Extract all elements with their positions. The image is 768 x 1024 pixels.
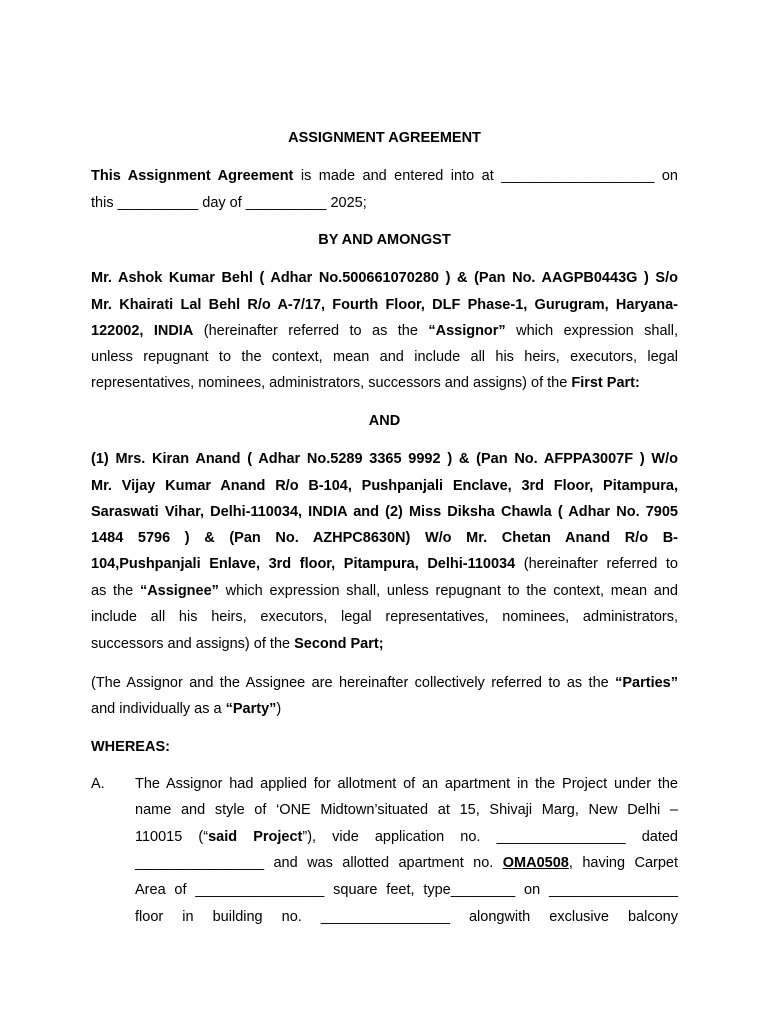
assignee-text-start: as the bbox=[91, 583, 140, 599]
clause-a-line-4 bbox=[135, 853, 678, 873]
and-heading: AND bbox=[368, 413, 401, 429]
assignee-text: (hereinafter referred to bbox=[515, 556, 678, 572]
assignee-tail: successors and assigns) of the bbox=[91, 636, 295, 652]
intro-bold: This Assignment Agreement bbox=[91, 168, 294, 184]
said-project-term: said Project bbox=[208, 829, 303, 845]
assignee-line-1: (1) Mrs. Kiran Anand ( Adhar No.5289 3365 9992 ) & (Pan No. AFPPA3007F ) W/o bbox=[91, 451, 678, 467]
assignee-line-4: 1484 5796 ) & (Pan No. AZHPC8630N) W/o Mr. Chetan Anand R/o B- bbox=[91, 530, 678, 546]
assignee-address-end: 104,Pushpanjali Enlave, 3rd floor, Pitampura, Delhi-110034 bbox=[91, 556, 516, 572]
party-close: ) bbox=[276, 701, 282, 717]
assignee-line-8 bbox=[91, 634, 678, 654]
parties-line-2 bbox=[91, 699, 678, 719]
assignee-line-5 bbox=[91, 554, 678, 574]
assignee-line-3: Saraswati Vihar, Delhi-110034, INDIA and (2) Miss Diksha Chawla ( Adhar No. 7905 bbox=[91, 504, 678, 520]
assignee-line-6 bbox=[91, 581, 678, 601]
assignee-term: “Assignee” bbox=[139, 583, 219, 599]
assignee-line-2: Mr. Vijay Kumar Anand R/o B-104, Pushpanjali Enclave, 3rd Floor, Pitampura, bbox=[91, 478, 678, 494]
whereas-heading: WHEREAS: bbox=[91, 739, 170, 755]
clause-a-text-3: ________________ and was allotted apartment no. bbox=[135, 855, 503, 871]
clause-a-text-4: , having Carpet bbox=[568, 855, 678, 871]
assignor-line-2: Mr. Khairati Lal Behl R/o A-7/17, Fourth Floor, DLF Phase-1, Gurugram, Haryana- bbox=[91, 297, 678, 313]
intro-text: is made and entered into at ___________________ on bbox=[293, 168, 678, 184]
by-and-amongst-heading: BY AND AMONGST bbox=[318, 232, 451, 248]
assignor-address-end: 122002, INDIA bbox=[91, 323, 194, 339]
assignor-line-1: Mr. Ashok Kumar Behl ( Adhar No.500661070280 ) & (Pan No. AAGPB0443G ) S/o bbox=[91, 270, 678, 286]
document-title: ASSIGNMENT AGREEMENT bbox=[288, 130, 481, 146]
assignor-line-3 bbox=[91, 321, 678, 341]
parties-text: (The Assignor and the Assignee are hereinafter collectively referred to as the bbox=[91, 675, 616, 691]
assignee-text-end: which expression shall, unless repugnant to the context, mean and bbox=[218, 583, 678, 599]
clause-a-text-2: ”), vide application no. ________________ dated bbox=[302, 829, 678, 845]
intro-line-2: this __________ day of __________ 2025; bbox=[91, 195, 367, 211]
assignor-tail: representatives, nominees, administrators, successors and assigns) of the bbox=[91, 375, 572, 391]
clause-a-line-1: The Assignor had applied for allotment of an apartment in the Project under the bbox=[135, 776, 678, 792]
assignor-line-4: unless repugnant to the context, mean and include all his heirs, executors, legal bbox=[91, 349, 678, 365]
assignor-text: (hereinafter referred to as the bbox=[193, 323, 429, 339]
assignor-text-end: which expression shall, bbox=[505, 323, 678, 339]
parties-term: “Parties” bbox=[615, 675, 678, 691]
party-text: and individually as a bbox=[91, 701, 226, 717]
apartment-number: OMA0508 bbox=[502, 855, 569, 871]
clause-a-line-2: name and style of ‘ONE Midtown’situated at 15, Shivaji Marg, New Delhi – bbox=[135, 802, 678, 818]
parties-line-1 bbox=[91, 673, 678, 693]
intro-line-1 bbox=[91, 166, 678, 186]
clause-a-line-6: floor in building no. ________________ alongwith exclusive balcony bbox=[135, 909, 678, 925]
clause-a-line-5: Area of ________________ square feet, type________ on ________________ bbox=[135, 882, 678, 898]
clause-a-marker: A. bbox=[91, 776, 105, 792]
first-part-label: First Part: bbox=[571, 375, 640, 391]
clause-a-text: 110015 (“ bbox=[135, 829, 209, 845]
party-term: “Party” bbox=[225, 701, 277, 717]
second-part-label: Second Part; bbox=[294, 636, 384, 652]
clause-a-line-3 bbox=[135, 827, 678, 847]
assignor-line-5 bbox=[91, 373, 678, 393]
assignor-term: “Assignor” bbox=[428, 323, 506, 339]
assignee-line-7: include all his heirs, executors, legal representatives, nominees, administrators, bbox=[91, 609, 678, 625]
